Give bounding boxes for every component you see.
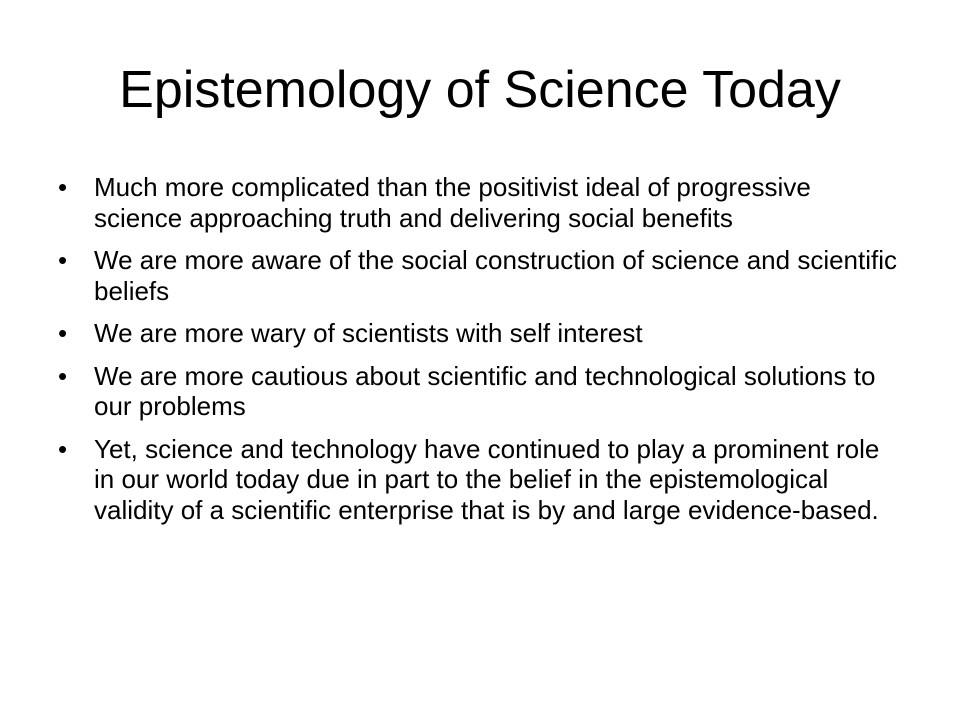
bullet-item [58,318,900,349]
bullet-text: We are more aware of the social construction of science and scientific beliefs [94,245,898,306]
bullet-icon: • [58,318,68,348]
bullet-icon: • [58,245,68,275]
bullet-item [58,434,900,526]
bullet-list [58,172,900,537]
bullet-icon: • [58,360,68,391]
bullet-text: We are more cautious about scientific and technological solutions to our problems [94,360,876,421]
bullet-item [58,361,900,422]
bullet-text: We are more wary of scientists with self interest [94,318,643,348]
bullet-item [58,172,900,233]
bullet-text: Much more complicated than the positivist ideal of progressive science approaching truth and delivering social benefits [94,172,811,233]
bullet-text: Yet, science and technology have continued to play a prominent role in our world today due in part to the belief in the epistemological validity of a scientific enterprise that is by and large evidence-based. [94,433,880,525]
bullet-icon: • [58,172,68,202]
bullet-item [58,245,900,306]
bullet-icon: • [58,433,68,464]
slide-title: Epistemology of Science Today [119,61,841,119]
